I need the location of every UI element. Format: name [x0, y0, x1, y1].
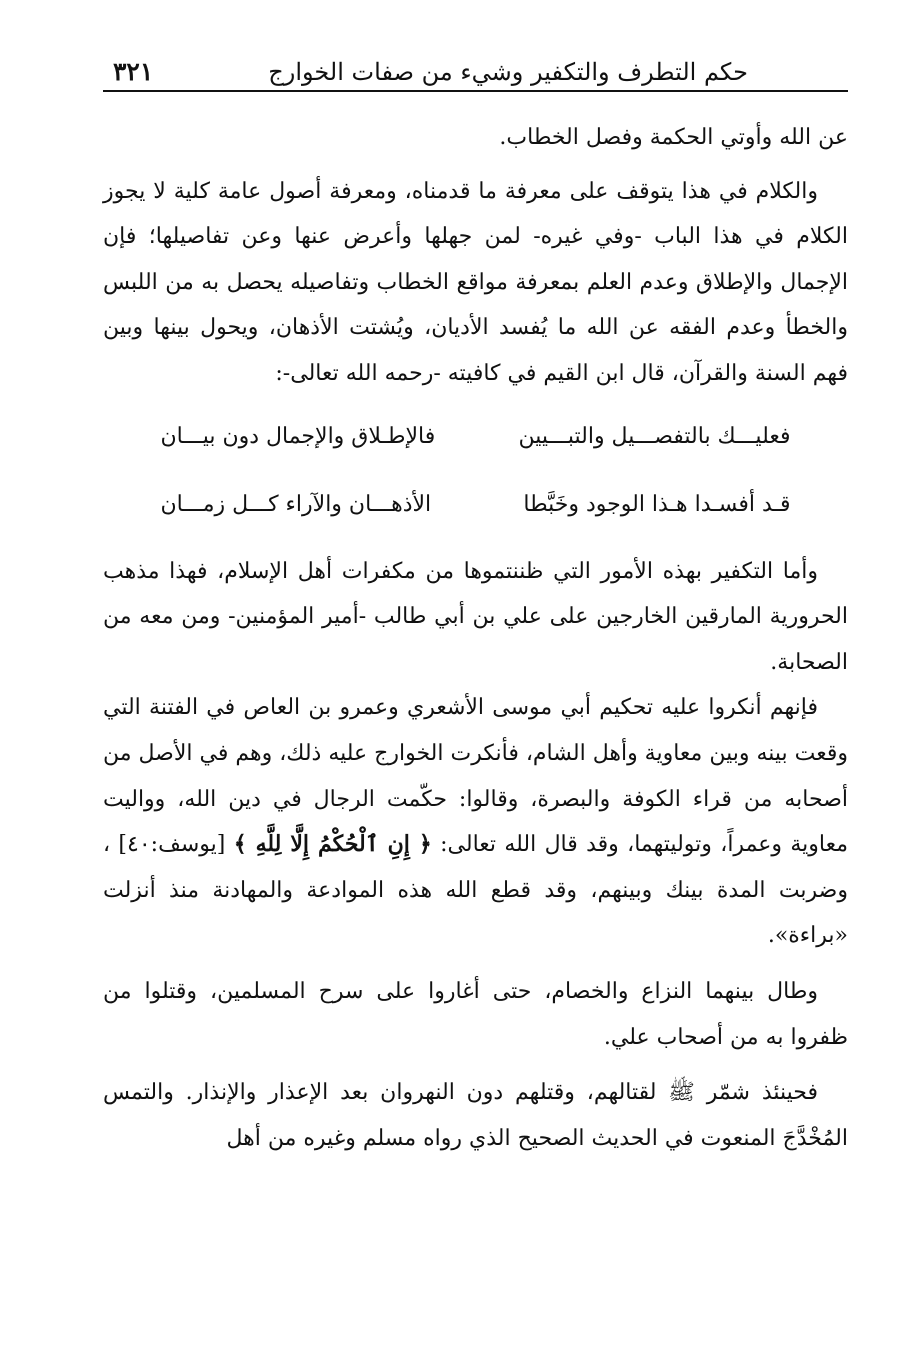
- poem-line-1: [161, 409, 791, 465]
- poem-line-1-second-hemistich: فالإطـلاق والإجمال دون بيـــان: [160, 423, 436, 449]
- paragraph-4: [103, 685, 848, 959]
- poem-line-1-first-hemistich: فعليـــك بالتفصـــيل والتبـــيين: [518, 423, 791, 449]
- paragraph-5: وطال بينهما النزاع والخصام، حتى أغاروا على سرح المسلمين، وقتلوا من ظفروا به من أصحاب علي.: [103, 978, 848, 1050]
- poem-line-2-first-hemistich: قـد أفسـدا هـذا الوجود وخَبَّطا: [523, 491, 791, 517]
- paragraph-4-text: فإنهم أنكروا عليه تحكيم أبي موسى الأشعري وعمرو بن العاص في الفتنة التي وقعت بينه وبين معاوية وأهل الشام، فأنكرت الخوارج عليه ذلك، وهم في الأصل من أصحابه من قراء الكوفة والبصرة، وقالوا: حكّمت الرجال في دين الله، وواليت معاوية وعمراً، وتوليتهما، وقد قال الله تعالى:: [102, 695, 849, 858]
- poem: [103, 409, 848, 533]
- paragraph-3: وأما التكفير بهذه الأمور التي ظننتموها من مكفرات أهل الإسلام، فهذا مذهب الحرورية المارقين الخارجين على علي بن أبي طالب -أمير المؤمنين- ومن معه من الصحابة.: [103, 558, 848, 675]
- paragraph-2: والكلام في هذا يتوقف على معرفة ما قدمناه، ومعرفة أصول عامة كلية لا يجوز الكلام في هذا الباب -وفي غيره- لمن جهلها وأعرض عنها وعن تفاصيلها؛ فإن الإجمال والإطلاق وعدم العلم بمعرفة مواقع الخطاب وتفاصيله يحصل به من اللبس والخطأ وعدم الفقه عن الله ما يُفسد الأديان، ويُشتت الأذهان، ويحول بينها وبين فهم السنة والقرآن، قال ابن القيم في كافيته -رحمه الله تعالى-:: [103, 178, 848, 386]
- page-number: ٣٢١: [113, 57, 154, 86]
- paragraph-6: فحينئذ شمّر ﷺ لقتالهم، وقتلهم دون النهروان بعد الإعذار والإنذار. والتمس المُخْدَّجَ المنعوت في الحديث الصحيح الذي رواه مسلم وغيره من أهل: [103, 1080, 848, 1151]
- paragraph-1: عن الله وأوتي الحكمة وفصل الخطاب.: [499, 125, 848, 150]
- poem-line-2: [161, 477, 791, 533]
- page-header: [103, 52, 848, 92]
- paragraph-4-citation: [يوسف:٤٠] ، وضربت المدة بينك وبينهم، وقد قطع الله هذه الموادعة والمهادنة منذ أنزلت «براءة».: [103, 832, 848, 949]
- poem-line-2-second-hemistich: الأذهـــان والآراء كـــل زمـــان: [160, 491, 432, 517]
- running-title: حكم التطرف والتكفير وشيء من صفات الخوارج: [268, 58, 748, 86]
- header-rule: [103, 90, 848, 92]
- quran-verse: ﴿ إِنِ ٱلْحُكْمُ إِلَّا لِلَّهِ ﴾: [233, 831, 432, 858]
- page-body: [103, 115, 848, 1161]
